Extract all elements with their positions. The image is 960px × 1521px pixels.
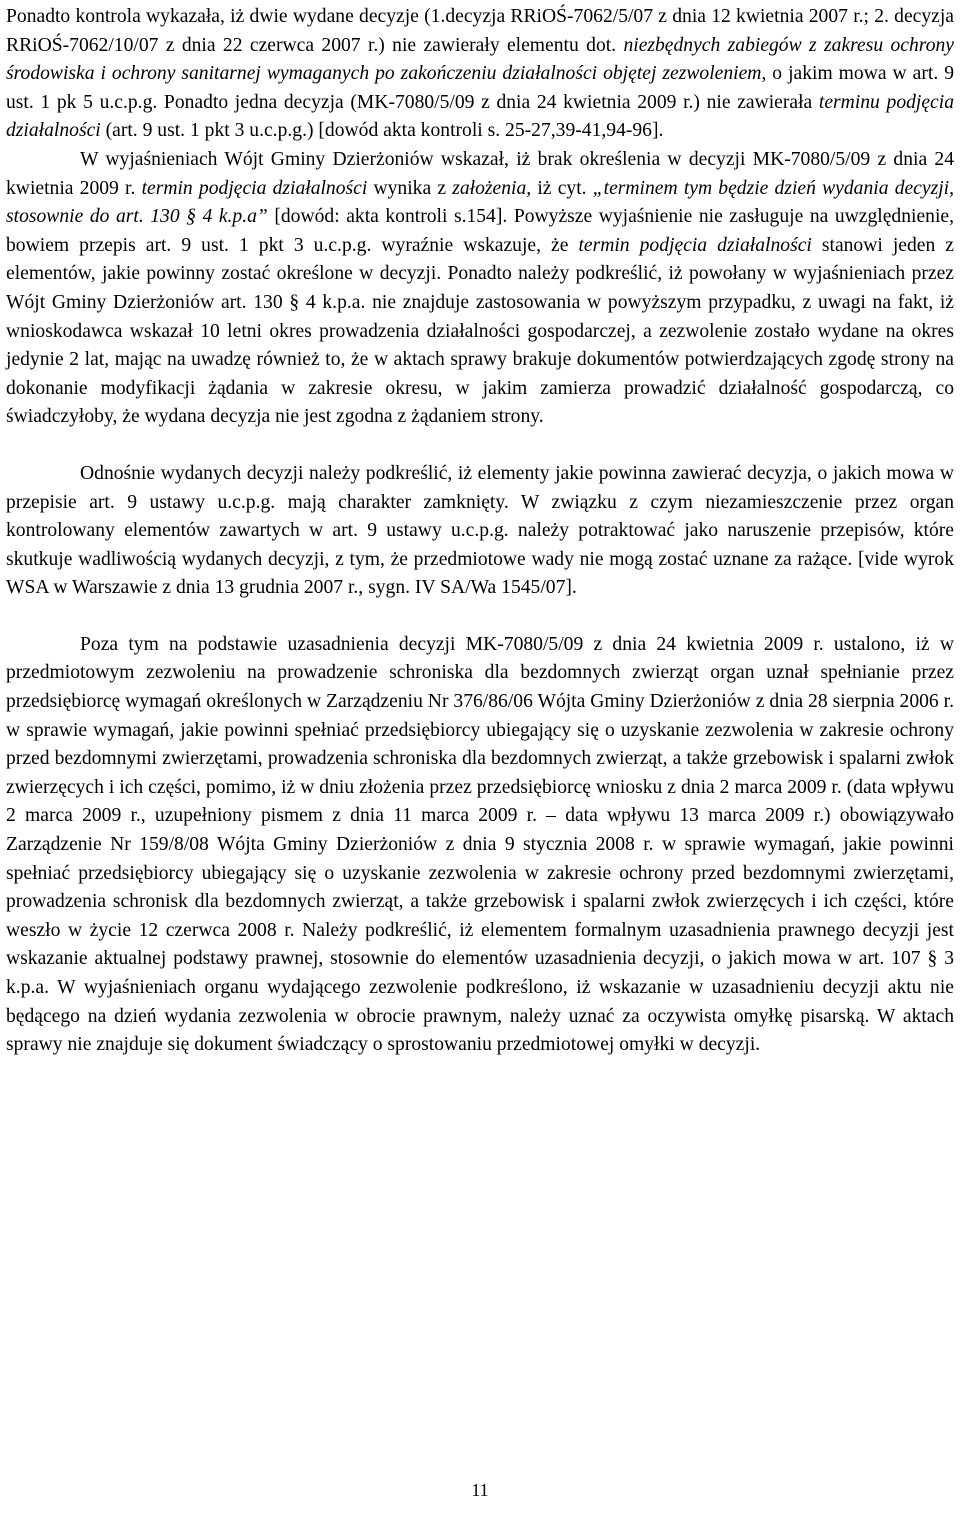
paragraph-1 bbox=[6, 3, 954, 146]
page-number: 11 bbox=[471, 1480, 489, 1500]
paragraph-4 bbox=[6, 631, 954, 1060]
text-segment-italic: założenia, bbox=[452, 177, 532, 199]
text-segment-italic: termin podjęcia działalności bbox=[578, 234, 812, 256]
text-segment: Odnośnie wydanych decyzji należy podkreślić, iż elementy jakie powinna zawierać decyzja, o jakich mowa w przepisie art. 9 ustawy u.c.p.g. mają charakter zamknięty. W związku z czym niezamieszczenie przez organ kontrolowany elementów zawartych w art. 9 ustawy u.c.p.g. należy potraktować jako naruszenie przepisów, które skutkuje wadliwością wydanych decyzji, z tym, że przedmiotowe wady nie mogą zostać uznane za rażące. [vide wyrok WSA w Warszawie z dnia 13 grudnia 2007 r., sygn. IV SA/Wa 1545/07]. bbox=[6, 462, 954, 599]
text-segment: Poza tym na podstawie uzasadnienia decyzji MK-7080/5/09 z dnia 24 kwietnia 2009 r. ustalono, iż w przedmiotowym zezwoleniu na prowadzenie schroniska dla bezdomnych zwierząt organ uznał spełnianie przez przedsiębiorcę wymagań określonych w Zarządzeniu Nr 376/86/06 Wójta Gminy Dzierżoniów z dnia 28 sierpnia 2006 r. w sprawie wymagań, jakie powinni spełniać przedsiębiorcy ubiegający się o uzyskanie zezwolenia w zakresie ochrony przed bezdomnymi zwierzętami, prowadzenia schroniska dla bezdomnych zwierząt, a także grzebowisk i spalarni zwłok zwierzęcych i ich części, pomimo, iż w dniu złożenia przez przedsiębiorcę wniosku z dnia 2 marca 2009 r. (data wpływu 2 marca 2009 r., uzupełniony pismem z dnia 11 marca 2009 r. – data wpływu 13 marca 2009 r.) obowiązywało Zarządzenie Nr 159/8/08 Wójta Gminy Dzierżoniów z dnia 9 stycznia 2008 r. w sprawie wymagań, jakie powinni spełniać przedsiębiorcy ubiegający się o uzyskanie zezwolenia w zakresie ochrony przed bezdomnymi zwierzętami, prowadzenia schronisk dla bezdomnych zwierząt, a także grzebowisk i spalarni zwłok zwierzęcych i ich części, które weszło w życie 12 czerwca 2008 r. Należy podkreślić, iż elementem formalnym uzasadnienia prawnego decyzji jest wskazanie aktualnej podstawy prawnej, stosownie do elementów uzasadnienia decyzji, o jakich mowa w art. 107 § 3 k.p.a. W wyjaśnieniach organu wydającego zezwolenie podkreślono, iż wskazanie w uzasadnieniu decyzji aktu nie będącego na dzień wydania zezwolenia w obrocie prawnym, należy uznać za oczywista omyłkę pisarską. W aktach sprawy nie znajduje się dokument świadczący o sprostowaniu przedmiotowej omyłki w decyzji. bbox=[6, 633, 954, 1056]
text-segment: , o jakim mowa w art. 9 ust. 1 pk 5 u.c.p.g. Ponadto jedna decyzja (MK-7080/5/09 z dnia 24 kwietnia 2009 r.) nie zawierała bbox=[6, 63, 954, 113]
paragraph-3 bbox=[6, 460, 954, 603]
text-segment-italic: terminu podjęcia działalności bbox=[6, 91, 954, 142]
text-segment: (art. 9 ust. 1 pkt 3 u.c.p.g.) [dowód akta kontroli s. 25-27,39-41,94-96]. bbox=[100, 120, 664, 142]
text-segment-italic: „terminem tym będzie dzień wydania decyzji, stosownie do art. 130 § 4 k.p.a” bbox=[6, 177, 954, 228]
text-segment: Ponadto kontrola wykazała, iż dwie wydane decyzje (1.decyzja RRiOŚ-7062/5/07 z dnia 12 kwietnia 2007 r.; 2. decyzja RRiOŚ-7062/10/07 z dnia 22 czerwca 2007 r.) nie zawierały elementu dot. bbox=[6, 6, 954, 56]
text-segment: W wyjaśnieniach Wójt Gminy Dzierżoniów wskazał, iż brak określenia w decyzji MK-7080/5/09 z dnia 24 kwietnia 2009 r. bbox=[6, 148, 954, 199]
document-page bbox=[6, 3, 954, 1060]
text-segment: iż cyt. bbox=[531, 177, 593, 199]
text-segment: wynika z bbox=[367, 177, 453, 199]
paragraph-2 bbox=[6, 146, 954, 432]
text-segment-italic: termin podjęcia działalności bbox=[141, 177, 368, 199]
text-segment-italic: niezbędnych zabiegów z zakresu ochrony środowiska i ochrony sanitarnej wymaganych po zakończeniu działalności objętej zezwoleniem bbox=[6, 34, 954, 85]
text-segment: [dowód: akta kontroli s.154]. Powyższe wyjaśnienie nie zasługuje na uwzględnienie, bowiem przepis art. 9 ust. 1 pkt 3 u.c.p.g. wyraźnie wskazuje, że bbox=[6, 206, 954, 256]
text-segment: stanowi jeden z elementów, jakie powinny zostać określone w decyzji. Ponadto należy podkreślić, iż powołany w wyjaśnieniach przez Wójt Gminy Dzierżoniów art. 130 § 4 k.p.a. nie znajduje zastosowania w powyższym przypadku, z uwagi na fakt, iż wnioskodawca wskazał 10 letni okres prowadzenia działalności gospodarczej, a zezwolenie zostało wydane na okres jedynie 2 lat, mając na uwadzę również to, że w aktach sprawy brakuje dokumentów potwierdzających zgodę strony na dokonanie modyfikacji żądania w zakresie okresu, w jakim zamierza prowadzić działalność gospodarczą, co świadczyłoby, że wydana decyzja nie jest zgodna z żądaniem strony. bbox=[6, 234, 955, 428]
